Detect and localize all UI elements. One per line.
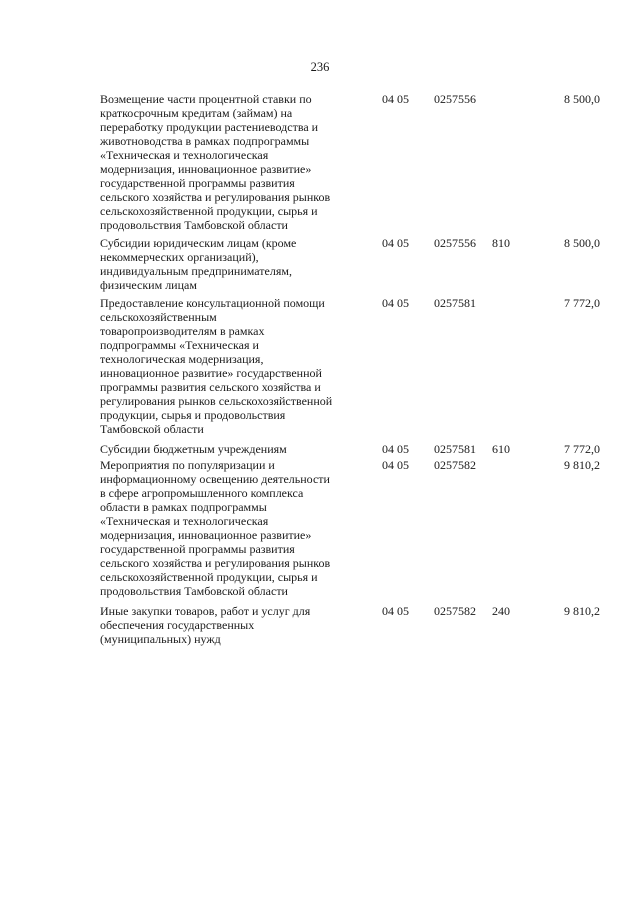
target-code: 0257581 [434, 442, 476, 456]
section-code: 04 05 [382, 458, 409, 472]
table-row [100, 92, 610, 232]
expense-name: Возмещение части процентной ставки по краткосрочным кредитам (займам) на переработку продукции растениеводства и животноводства в рамках подпрограммы «Техническая и технологическая модернизация, инновационное развитие» государственной программы развития сельского хозяйства и регулирования рынков сельскохозяйственной продукции, сырья и продовольствия Тамбовской области [100, 92, 331, 232]
table-row [100, 236, 610, 292]
section-code: 04 05 [382, 604, 409, 618]
target-code: 0257581 [434, 296, 476, 310]
section-code: 04 05 [382, 92, 409, 106]
amount-value: 8 500,0 [564, 236, 600, 250]
expense-type-code: 810 [492, 236, 510, 250]
table-row [100, 296, 610, 436]
table-row [100, 442, 610, 456]
amount-value: 9 810,2 [564, 458, 600, 472]
table-row [100, 458, 610, 598]
expense-name: Субсидии юридическим лицам (кроме некоммерческих организаций), индивидуальным предпринимателям, физическим лицам [100, 236, 297, 292]
expense-name: Иные закупки товаров, работ и услуг для обеспечения государственных (муниципальных) нужд [100, 604, 311, 646]
section-code: 04 05 [382, 236, 409, 250]
expense-type-code: 240 [492, 604, 510, 618]
expense-type-code: 610 [492, 442, 510, 456]
section-code: 04 05 [382, 296, 409, 310]
target-code: 0257582 [434, 604, 476, 618]
amount-value: 7 772,0 [564, 296, 600, 310]
expense-name: Субсидии бюджетным учреждениям [100, 442, 287, 456]
expense-name: Мероприятия по популяризации и информационному освещению деятельности в сфере агропромышленного комплекса области в рамках подпрограммы «Техническая и технологическая модернизация, инновационное развитие» государственной программы развития сельского хозяйства и регулирования рынков сельскохозяйственной продукции, сырья и продовольствия Тамбовской области [100, 458, 331, 598]
target-code: 0257582 [434, 458, 476, 472]
page-number: 236 [310, 60, 330, 74]
expense-name: Предоставление консультационной помощи сельскохозяйственным товаропроизводителям в рамках подпрограммы «Техническая и технологическая модернизация, инновационное развитие» государственной программы развития сельского хозяйства и регулирования рынков сельскохозяйственной продукции, сырья и продовольствия Тамбовской области [100, 296, 333, 436]
section-code: 04 05 [382, 442, 409, 456]
table-row [100, 604, 610, 646]
amount-value: 9 810,2 [564, 604, 600, 618]
target-code: 0257556 [434, 236, 476, 250]
amount-value: 7 772,0 [564, 442, 600, 456]
amount-value: 8 500,0 [564, 92, 600, 106]
budget-table [100, 92, 610, 646]
target-code: 0257556 [434, 92, 476, 106]
